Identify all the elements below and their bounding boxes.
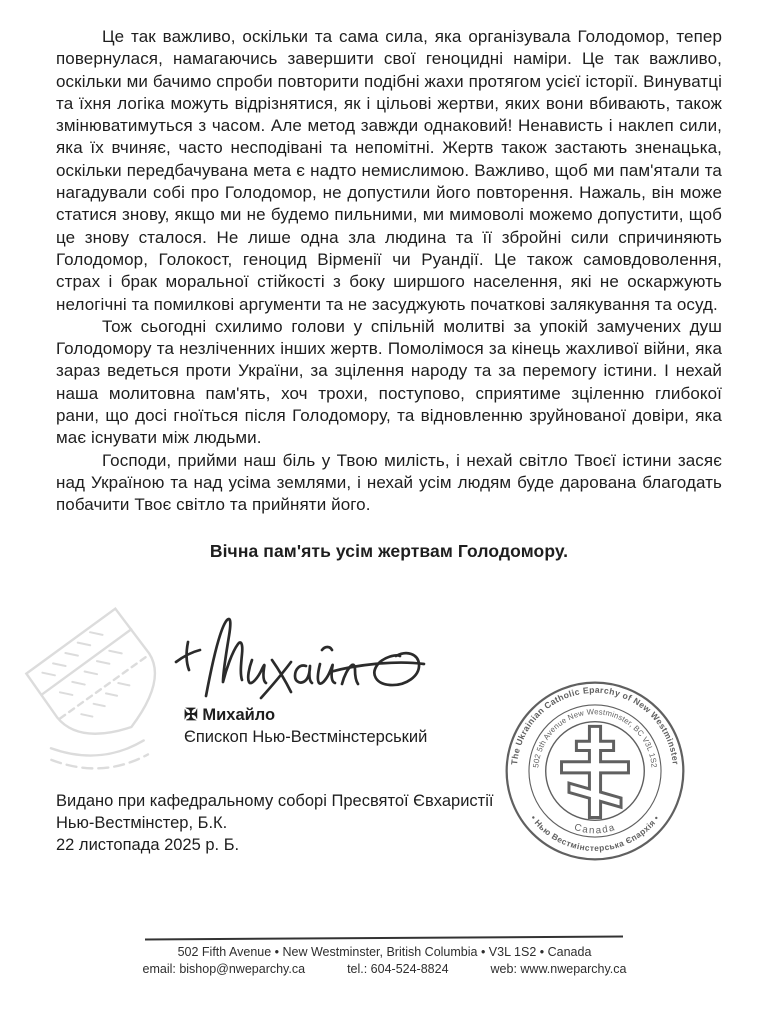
signature-block (184, 704, 427, 748)
crest-shield-outline (23, 606, 177, 759)
seal-outer-top-text: The Ukrainian Catholic Eparchy of New Westminster (509, 684, 681, 766)
letter-paragraph-2: Тож сьогодні схилимо голови у спільній молитві за упокій замучених душ Голодомору та незліченних інших жертв. Помолімося за кінець жахливої війни, яка зараз ведеться проти України, за зцілення народу та за перемогу істини. І нехай наша молитовна пам'ять, хоч трохи, поступово, сприятиме зціленню глибокої рани, що досі гноїться після Голодомору, та відновленню зруйнованої довіри, яка має існувати між людьми. (56, 316, 722, 448)
bishop-signature-script (160, 608, 430, 708)
svg-text:502 5th Avenue New Westminster (531, 707, 658, 768)
issued-date: 22 листопада 2025 р. Б. (56, 836, 240, 854)
issued-place: Видано при кафедральному соборі Пресвятої Євхаристії (56, 792, 494, 810)
footer-address: 502 Fifth Avenue • New Westminster, British Columbia • V3L 1S2 • Canada (177, 945, 592, 959)
seal-outer-bottom-text: • Нью Вестмінстерська Єпархія • (528, 813, 662, 854)
bishop-name: ✠ Михайло (184, 706, 276, 724)
letter-paragraph-1: Це так важливо, оскільки та сама сила, яка організувала Голодомор, тепер повернулася, намагаючись завершити свої геноцидні наміри. Це так важливо, оскільки ми бачимо спроби повторити подібні жахи протягом усієї історії. Винуватці та їхня логіка можуть відрізнятися, як і цільові жертви, яких вони вбивають, також змінюватимуться з часом. Але метод завжди однаковий! Ненависть і наклеп сили, яка їх вчиняє, часто несподівані та непомітні. Жертв також застають зненацька, оскільки передбачувана мета є надто немислимою. Важливо, щоб ми пам'ятали та нагадували собі про Голодомор, не допустили його повторення. Нажаль, він може статися знову, якщо ми не будемо пильними, ми мимоволі можемо допустити, щоб це знову сталося. Не лише одна зла людина та її збройні сили спричиняють Голодомор, Голокост, геноцид Вірменії чи Руандії. Це також самовдоволення, страх і брак моральної стійкості з боку ширшого населення, які не оскаржують нелогічні та помилкові аргументи та не засуджують початкові залякування та осуд. (56, 27, 722, 314)
footer-tel: tel.: 604-524-8824 (347, 962, 449, 976)
letter-body (56, 26, 722, 562)
footer-divider (145, 936, 623, 941)
issuance-block (56, 790, 494, 856)
svg-text:Canada (573, 822, 617, 836)
footer-contacts (0, 961, 769, 978)
seal-address-text: 502 5th Avenue New Westminster, BC V3L 1S2 (531, 707, 659, 769)
memorial-line: Вічна пам'ять усім жертвам Голодомору. (209, 540, 569, 561)
footer-email: email: bishop@nweparchy.ca (142, 962, 306, 976)
eparchy-seal (502, 678, 688, 864)
letter-paragraph-3: Господи, прийми наш біль у Твою милість, і нехай світло Твоєї істини засяє над Україною та над усіма землями, і нехай усім людям буде дарована благодать побачити Твоє світло та прийняти його. (56, 450, 722, 515)
orthodox-cross-icon (562, 726, 629, 817)
seal-canada-text: Canada (572, 821, 618, 837)
footer-web: web: www.nweparchy.ca (490, 962, 627, 976)
footer (0, 944, 769, 978)
bishop-title: Єпископ Нью-Вестмінстерський (184, 728, 428, 746)
signature-cross-stroke (176, 642, 200, 670)
issued-city: Нью-Вестмінстер, Б.К. (56, 814, 228, 832)
